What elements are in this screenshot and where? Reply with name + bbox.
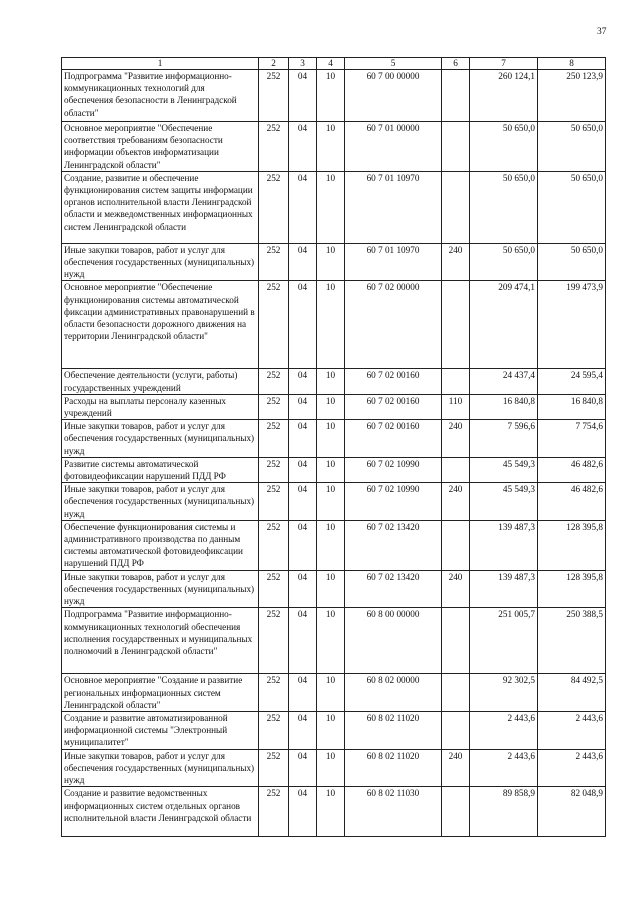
amount-year1-cell: 2 443,6 <box>470 712 538 750</box>
subsection-cell: 10 <box>317 420 345 458</box>
column-header: 4 <box>317 58 345 70</box>
subsection-cell: 10 <box>317 243 345 281</box>
target-article-cell: 60 7 02 10990 <box>345 457 442 482</box>
column-header: 1 <box>62 58 259 70</box>
table-row <box>62 787 606 837</box>
target-article-cell: 60 7 02 13420 <box>345 520 442 570</box>
table-row <box>62 457 606 482</box>
code-cell: 252 <box>259 520 289 570</box>
section-cell: 04 <box>289 394 317 419</box>
amount-year1-cell: 251 005,7 <box>470 608 538 674</box>
column-header: 5 <box>345 58 442 70</box>
row-name-cell: Развитие системы автоматической фотовидеофиксации нарушений ПДД РФ <box>62 457 259 482</box>
expense-type-cell <box>442 520 470 570</box>
subsection-cell: 10 <box>317 394 345 419</box>
amount-year2-cell: 50 650,0 <box>538 243 606 281</box>
subsection-cell: 10 <box>317 570 345 608</box>
table-row <box>62 674 606 712</box>
section-cell: 04 <box>289 457 317 482</box>
amount-year1-cell: 50 650,0 <box>470 171 538 243</box>
target-article-cell: 60 7 02 13420 <box>345 570 442 608</box>
amount-year2-cell: 50 650,0 <box>538 171 606 243</box>
section-cell: 04 <box>289 70 317 122</box>
table-row <box>62 171 606 243</box>
amount-year2-cell: 2 443,6 <box>538 712 606 750</box>
code-cell: 252 <box>259 608 289 674</box>
subsection-cell: 10 <box>317 122 345 172</box>
row-name-cell: Иные закупки товаров, работ и услуг для обеспечения государственных (муниципальных) нужд <box>62 749 259 787</box>
subsection-cell: 10 <box>317 787 345 837</box>
code-cell: 252 <box>259 122 289 172</box>
subsection-cell: 10 <box>317 483 345 521</box>
section-cell: 04 <box>289 369 317 394</box>
expense-type-cell: 240 <box>442 749 470 787</box>
target-article-cell: 60 8 02 00000 <box>345 674 442 712</box>
amount-year2-cell: 46 482,6 <box>538 457 606 482</box>
expense-type-cell <box>442 122 470 172</box>
table-row <box>62 281 606 369</box>
amount-year1-cell: 16 840,8 <box>470 394 538 419</box>
code-cell: 252 <box>259 171 289 243</box>
table-row <box>62 420 606 458</box>
row-name-cell: Иные закупки товаров, работ и услуг для обеспечения государственных (муниципальных) нужд <box>62 420 259 458</box>
row-name-cell: Расходы на выплаты персоналу казенных учреждений <box>62 394 259 419</box>
column-header: 2 <box>259 58 289 70</box>
table-header-row <box>62 58 606 70</box>
table-row <box>62 483 606 521</box>
target-article-cell: 60 7 01 10970 <box>345 243 442 281</box>
row-name-cell: Обеспечение функционирования системы и административного производства по данным системы автоматической фотовидеофиксации нарушений ПДД РФ <box>62 520 259 570</box>
amount-year1-cell: 260 124,1 <box>470 70 538 122</box>
table-row <box>62 122 606 172</box>
expense-type-cell: 240 <box>442 483 470 521</box>
amount-year1-cell: 45 549,3 <box>470 457 538 482</box>
code-cell: 252 <box>259 457 289 482</box>
expense-type-cell <box>442 712 470 750</box>
table-body <box>62 70 606 837</box>
target-article-cell: 60 7 01 00000 <box>345 122 442 172</box>
amount-year2-cell: 7 754,6 <box>538 420 606 458</box>
subsection-cell: 10 <box>317 674 345 712</box>
target-article-cell: 60 8 02 11020 <box>345 712 442 750</box>
row-name-cell: Иные закупки товаров, работ и услуг для обеспечения государственных (муниципальных) нужд <box>62 243 259 281</box>
section-cell: 04 <box>289 712 317 750</box>
code-cell: 252 <box>259 243 289 281</box>
target-article-cell: 60 7 02 00160 <box>345 394 442 419</box>
subsection-cell: 10 <box>317 171 345 243</box>
expense-type-cell: 110 <box>442 394 470 419</box>
target-article-cell: 60 8 00 00000 <box>345 608 442 674</box>
code-cell: 252 <box>259 369 289 394</box>
subsection-cell: 10 <box>317 520 345 570</box>
target-article-cell: 60 8 02 11020 <box>345 749 442 787</box>
subsection-cell: 10 <box>317 749 345 787</box>
row-name-cell: Создание и развитие автоматизированной информационной системы "Электронный муниципалитет" <box>62 712 259 750</box>
row-name-cell: Основное мероприятие "Обеспечение соответствия требованиям безопасности информации объектов информатизации Ленинградской области" <box>62 122 259 172</box>
row-name-cell: Подпрограмма "Развитие информационно-коммуникационных технологий обеспечения исполнения государственных и муниципальных полномочий в Ленинградской области" <box>62 608 259 674</box>
section-cell: 04 <box>289 420 317 458</box>
amount-year2-cell: 84 492,5 <box>538 674 606 712</box>
amount-year1-cell: 139 487,3 <box>470 520 538 570</box>
code-cell: 252 <box>259 674 289 712</box>
amount-year1-cell: 45 549,3 <box>470 483 538 521</box>
table-row <box>62 749 606 787</box>
amount-year2-cell: 128 395,8 <box>538 520 606 570</box>
table-row <box>62 570 606 608</box>
column-header: 8 <box>538 58 606 70</box>
amount-year2-cell: 24 595,4 <box>538 369 606 394</box>
expense-type-cell <box>442 171 470 243</box>
table-row <box>62 520 606 570</box>
amount-year1-cell: 7 596,6 <box>470 420 538 458</box>
subsection-cell: 10 <box>317 70 345 122</box>
expense-type-cell <box>442 674 470 712</box>
amount-year1-cell: 50 650,0 <box>470 122 538 172</box>
row-name-cell: Иные закупки товаров, работ и услуг для обеспечения государственных (муниципальных) нужд <box>62 570 259 608</box>
amount-year2-cell: 50 650,0 <box>538 122 606 172</box>
amount-year2-cell: 16 840,8 <box>538 394 606 419</box>
amount-year1-cell: 24 437,4 <box>470 369 538 394</box>
section-cell: 04 <box>289 171 317 243</box>
subsection-cell: 10 <box>317 712 345 750</box>
amount-year1-cell: 2 443,6 <box>470 749 538 787</box>
column-header: 6 <box>442 58 470 70</box>
table-row <box>62 608 606 674</box>
section-cell: 04 <box>289 520 317 570</box>
row-name-cell: Создание, развитие и обеспечение функционирования систем защиты информации органов исполнительной власти Ленинградской области и межведомственных информационных систем Ленинградской области <box>62 171 259 243</box>
amount-year1-cell: 139 487,3 <box>470 570 538 608</box>
subsection-cell: 10 <box>317 457 345 482</box>
table-row <box>62 712 606 750</box>
column-header: 7 <box>470 58 538 70</box>
expense-type-cell <box>442 281 470 369</box>
target-article-cell: 60 8 02 11030 <box>345 787 442 837</box>
expense-type-cell <box>442 369 470 394</box>
amount-year1-cell: 209 474,1 <box>470 281 538 369</box>
target-article-cell: 60 7 01 10970 <box>345 171 442 243</box>
amount-year2-cell: 2 443,6 <box>538 749 606 787</box>
section-cell: 04 <box>289 243 317 281</box>
expense-type-cell: 240 <box>442 243 470 281</box>
row-name-cell: Основное мероприятие "Создание и развитие региональных информационных систем Ленинградской области" <box>62 674 259 712</box>
table-row <box>62 70 606 122</box>
expense-type-cell: 240 <box>442 570 470 608</box>
section-cell: 04 <box>289 674 317 712</box>
code-cell: 252 <box>259 281 289 369</box>
subsection-cell: 10 <box>317 369 345 394</box>
expense-type-cell <box>442 70 470 122</box>
expense-type-cell <box>442 608 470 674</box>
column-header: 3 <box>289 58 317 70</box>
amount-year2-cell: 46 482,6 <box>538 483 606 521</box>
target-article-cell: 60 7 02 10990 <box>345 483 442 521</box>
code-cell: 252 <box>259 787 289 837</box>
section-cell: 04 <box>289 281 317 369</box>
amount-year2-cell: 199 473,9 <box>538 281 606 369</box>
expense-type-cell <box>442 457 470 482</box>
amount-year1-cell: 89 858,9 <box>470 787 538 837</box>
code-cell: 252 <box>259 570 289 608</box>
page-number: 37 <box>597 27 607 37</box>
row-name-cell: Обеспечение деятельности (услуги, работы) государственных учреждений <box>62 369 259 394</box>
budget-table <box>61 57 606 837</box>
section-cell: 04 <box>289 608 317 674</box>
target-article-cell: 60 7 02 00000 <box>345 281 442 369</box>
target-article-cell: 60 7 00 00000 <box>345 70 442 122</box>
table-row <box>62 243 606 281</box>
code-cell: 252 <box>259 483 289 521</box>
row-name-cell: Основное мероприятие "Обеспечение функционирования системы автоматической фиксации административных правонарушений в области безопасности дорожного движения на территории Ленинградской области" <box>62 281 259 369</box>
section-cell: 04 <box>289 570 317 608</box>
row-name-cell: Иные закупки товаров, работ и услуг для обеспечения государственных (муниципальных) нужд <box>62 483 259 521</box>
section-cell: 04 <box>289 749 317 787</box>
section-cell: 04 <box>289 787 317 837</box>
amount-year2-cell: 250 123,9 <box>538 70 606 122</box>
row-name-cell: Подпрограмма "Развитие информационно-коммуникационных технологий для обеспечения безопасности в Ленинградской области" <box>62 70 259 122</box>
section-cell: 04 <box>289 122 317 172</box>
table-row <box>62 369 606 394</box>
code-cell: 252 <box>259 712 289 750</box>
expense-type-cell <box>442 787 470 837</box>
amount-year1-cell: 92 302,5 <box>470 674 538 712</box>
code-cell: 252 <box>259 420 289 458</box>
subsection-cell: 10 <box>317 281 345 369</box>
amount-year1-cell: 50 650,0 <box>470 243 538 281</box>
subsection-cell: 10 <box>317 608 345 674</box>
amount-year2-cell: 128 395,8 <box>538 570 606 608</box>
table-row <box>62 394 606 419</box>
row-name-cell: Создание и развитие ведомственных информационных систем отдельных органов исполнительной власти Ленинградской области <box>62 787 259 837</box>
section-cell: 04 <box>289 483 317 521</box>
amount-year2-cell: 82 048,9 <box>538 787 606 837</box>
target-article-cell: 60 7 02 00160 <box>345 420 442 458</box>
code-cell: 252 <box>259 394 289 419</box>
code-cell: 252 <box>259 749 289 787</box>
target-article-cell: 60 7 02 00160 <box>345 369 442 394</box>
expense-type-cell: 240 <box>442 420 470 458</box>
amount-year2-cell: 250 388,5 <box>538 608 606 674</box>
code-cell: 252 <box>259 70 289 122</box>
